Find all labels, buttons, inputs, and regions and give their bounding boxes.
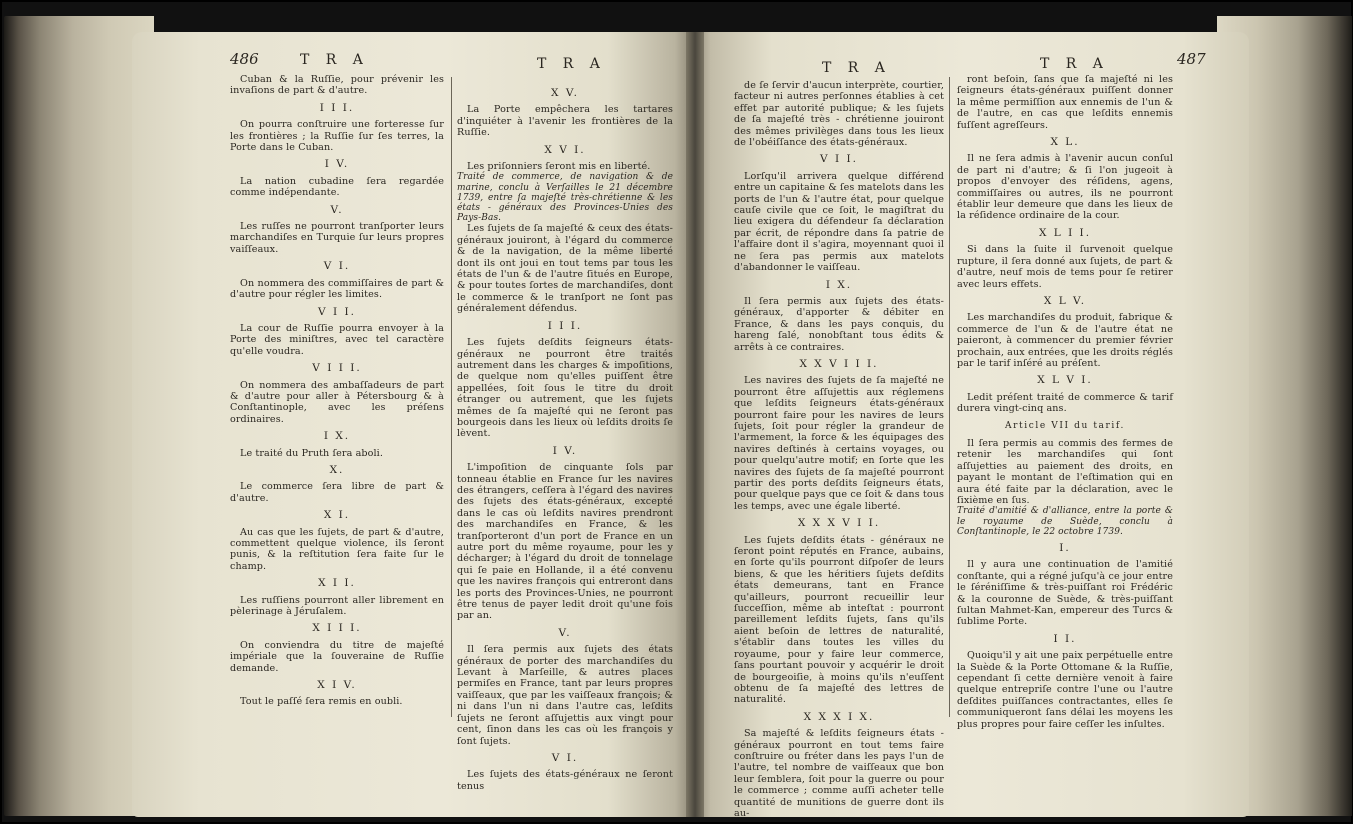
- paragraph: Il ne ſera admis à l'avenir aucun conſul de part ni d'autre; & ſi l'on jugeoit à propos d'envoyer des réſidens, agens, commiſſaires ou autres, ils ne pourront établir leur demeure que dans les lieux de la réſidence ordinaire de la cour.: [957, 153, 1173, 222]
- section-number: V I I.: [318, 305, 356, 318]
- paragraph: Au cas que les ſujets, de part & d'autre, commettent quelque violence, ils ſeront punis, & la reſtitution ſera faite ſur le champ.: [230, 526, 444, 572]
- paragraph: Tout le paſſé ſera remis en oubli.: [240, 696, 403, 708]
- section-number: I V.: [324, 158, 350, 171]
- running-head-right-2: T R A: [1040, 56, 1109, 72]
- section-number: X L.: [1050, 136, 1080, 149]
- left-page-column-2: [457, 82, 673, 792]
- paragraph: La nation cubadine ſera regardée comme indépendante.: [230, 175, 444, 199]
- section-number: V I I I.: [312, 362, 362, 375]
- running-head-left-2: T R A: [537, 56, 606, 72]
- section-number: V.: [330, 203, 344, 216]
- book-spread: [2, 2, 1351, 822]
- section-number: V I.: [323, 260, 351, 273]
- paragraph: Il ſera permis aux ſujets des états-généraux, d'apporter & débiter en France, & dans les pays conquis, du hareng ſalé, nonobſtant tous édits & arrêts à ce contraires.: [734, 295, 944, 353]
- section-number: X L V I.: [1037, 374, 1093, 387]
- paragraph: Si dans la ſuite il ſurvenoit quelque rupture, il ſera donné aux ſujets, de part & d'autre, neuf mois de tems pour ſe retirer avec leurs effets.: [957, 244, 1173, 290]
- paragraph: Les marchandiſes du produit, fabrique & commerce de l'un & de l'autre état ne paieront, à commencer du premier février prochain, aux entrées, que les droits réglés par le tarif inſéré au préſent.: [957, 312, 1173, 369]
- section-number: X I.: [323, 509, 351, 522]
- section-number: X I V.: [317, 679, 357, 692]
- paragraph: Les ſujets de ſa majeſté & ceux des états-généraux jouiront, à l'égard du commerce & de la navigation, de la même liberté dont ils ont joui en tout tems par tous les états de l'un & de l'autre ſitués en Europe, & pour toutes ſortes de marchandiſes, dont le commerce & le tranſport ne ſont pas généralement défendus.: [457, 223, 673, 315]
- section-number: I.: [1059, 542, 1071, 555]
- paragraph: Ledit préſent traité de commerce & tarif durera vingt-cinq ans.: [957, 391, 1173, 415]
- section-number: X L I I.: [1038, 226, 1092, 239]
- paragraph: Le traité du Pruth ſera aboli.: [240, 447, 383, 459]
- book-gutter: [686, 32, 704, 817]
- paragraph: On nommera des ambaſſadeurs de part & d'autre pour aller à Pétersbourg & à Conſtantinople, avec les préſens ordinaires.: [230, 379, 444, 425]
- paragraph: Il ſera permis au commis des fermes de retenir les marchandiſes qui ſont aſſujetties au paiement des droits, en payant le montant de l'eſtimation qui en aura été faite par la déclaration, avec le ſixième en ſus.: [957, 437, 1173, 506]
- paragraph: Il y aura une continuation de l'amitié conſtante, qui a régné juſqu'à ce jour entre le ſéréniſſime & très-puiſſant roi Frédéric & la couronne de Suède, & très-puiſſant ſultan Mahmet-Kan, empereur des Turcs & ſublime Porte.: [957, 559, 1173, 628]
- running-head-right-1: T R A: [822, 60, 891, 76]
- column-rule-right: [949, 77, 950, 717]
- section-number: X I I I.: [312, 622, 362, 635]
- section-number: X.: [329, 463, 345, 476]
- paragraph: Lorſqu'il arrivera quelque différend entre un capitaine & ſes matelots dans les ports de l'un & l'autre état, pour quelque cauſe civile que ce ſoit, le magiſtrat du lieu exigera du défendeur ſa déclaration par écrit, de répondre dans ſa patrie de l'affaire dont il s'agira, moyennant quoi il ne ſera pas permis aux matelots d'abandonner le vaiſſeau.: [734, 170, 944, 274]
- paragraph: de ſe ſervir d'aucun interprète, courtier, facteur ni autres perſonnes établies à cet effet par autorité publique; & les ſujets de ſa majeſté très - chrétienne jouiront des mêmes privilèges dans tous les lieux de l'obéiſſance des états-généraux.: [734, 80, 944, 149]
- section-number: X V I.: [544, 143, 586, 156]
- section-number: I X.: [323, 430, 351, 443]
- paragraph: Les ruſſes ne pourront tranſporter leurs marchandiſes en Turquie ſur leurs propres vaiſſeaux.: [230, 221, 444, 255]
- treaty-title: Traité d'amitié & d'alliance, entre la porte & le royaume de Suède, conclu à Conſtantinople, le 22 octobre 1739.: [957, 506, 1173, 537]
- paragraph: Les ſujets des états-généraux ne ſeront tenus: [457, 769, 673, 792]
- right-page-column-1: [734, 80, 944, 819]
- article-heading: Article VII du tarif.: [1005, 420, 1125, 431]
- left-page-column-1: [230, 74, 444, 708]
- section-number: X I I.: [318, 577, 356, 590]
- section-number: I I I.: [319, 101, 355, 114]
- paragraph: Le commerce ſera libre de part & d'autre.: [230, 481, 444, 504]
- running-head-left-1: T R A: [300, 52, 369, 68]
- section-number: I I I.: [547, 319, 583, 332]
- paragraph: On conviendra du titre de majeſté impériale que la ſouveraine de Ruſſie demande.: [230, 639, 444, 674]
- section-number: X L V.: [1043, 294, 1087, 307]
- section-number: X X X V I I.: [797, 517, 881, 530]
- column-rule-left: [451, 77, 452, 717]
- section-number: I V.: [552, 444, 578, 457]
- paragraph: Cuban & la Ruſſie, pour prévenir les invaſions de part & d'autre.: [230, 74, 444, 97]
- paragraph: Les ſujets deſdits ſeigneurs états-généraux ne pourront être traités autrement dans les charges & impoſitions, de quelque nom qu'elles puiſſent être appellées, ſoit ſous le titre du droit étranger ou autrement, que les ſujets mêmes de ſa majeſté qui ne ſeront pas bourgeois dans les lieux où leſdits droits ſe lèvent.: [457, 337, 673, 440]
- treaty-title: Traité de commerce, de navigation & de marine, conclu à Verſailles le 21 décembre 1739, entre ſa majeſté très-chrétienne & les états - généraux des Provinces-Unies des Pays-Bas.: [457, 172, 673, 224]
- section-number: X V.: [551, 87, 579, 99]
- paragraph: La cour de Ruſſie pourra envoyer à la Porte des miniſtres, avec tel caractère qu'elle voudra.: [230, 322, 444, 357]
- section-number: I X.: [825, 278, 853, 291]
- paragraph: Sa majeſté & leſdits ſeigneurs états - généraux pourront en tout tems faire conſtruire ou fréter dans les pays l'un de l'autre, tel nombre de vaiſſeaux que bon leur ſemblera, ſoit pour la guerre ou pour le commerce ; comme auſſi acheter telle quantité de munitions de guerre dont ils au-: [734, 728, 944, 819]
- paragraph: L'impoſition de cinquante ſols par tonneau établie en France ſur les navires des étrangers, ceſſera à l'égard des navires des ſujets des états-généraux, excepté dans le cas où leſdits navires prendront des marchandiſes en France, & les tranſporteront d'un port de France en un autre port du même royaume, pour les y décharger; à l'égard du droit de tonnelage qui ſe paie en Hollande, il a été convenu que les navires françois qui entreront dans les ports des Provinces-Unies, ne pourront être tenus de payer ledit droit qu'une fois par an.: [457, 462, 673, 622]
- paragraph: Les priſonniers ſeront mis en liberté.: [467, 161, 651, 173]
- paragraph: On nommera des commiſſaires de part & d'autre pour régler les limites.: [230, 277, 444, 301]
- paragraph: Il ſera permis aux ſujets des états généraux de porter des marchandiſes du Levant à Marſeille, & autres places permiſes en France, tant par leurs propres vaiſſeaux, que par les vaiſſeaux françois; & ni dans l'un ni dans l'autre cas, leſdits ſujets ne ſeront aſſujettis aux vingt pour cent, ſinon dans les cas où les françois y ſont ſujets.: [457, 644, 673, 747]
- section-number: X X X I X.: [803, 710, 875, 723]
- section-number: V I I.: [820, 153, 858, 166]
- right-page-column-2: [957, 74, 1173, 730]
- page-number-left: 486: [230, 50, 259, 68]
- section-number: X X V I I I.: [799, 357, 879, 370]
- paragraph: ront beſoin, ſans que ſa majeſté ni les ſeigneurs états-généraux puiſſent donner la même permiſſion aux ennemis de l'un & de l'autre, en cas que leſdits ennemis fuſſent agreſſeurs.: [957, 74, 1173, 131]
- section-number: V I.: [551, 751, 579, 764]
- section-number: V.: [558, 626, 572, 639]
- paragraph: La Porte empêchera les tartares d'inquiéter à l'avenir les frontières de la Ruſſie.: [457, 104, 673, 139]
- paragraph: Les navires des ſujets de ſa majeſté ne pourront être aſſujettis aux réglemens que leſdits ſeigneurs états-généraux pourront faire pour les navires de leurs ſujets, ſoit pour régler la grandeur de l'armement, la force & les équipages des navires deſtinés à certains voyages, ou pour quelqu'autre motif; en ſorte que les navires des ſujets de ſa majeſté pourront partir des ports deſdits ſeigneurs états, pour quelque pays que ce ſoit & dans tous les temps, avec une égale liberté.: [734, 375, 944, 512]
- paragraph: Les ruſſiens pourront aller librement en pèlerinage à Jéruſalem.: [230, 594, 444, 618]
- page-number-right: 487: [1177, 50, 1206, 68]
- paragraph: Les ſujets deſdits états - généraux ne ſeront point réputés en France, aubains, en ſorte qu'ils pourront diſpoſer de leurs biens, & que les héritiers ſujets deſdits états demeurans, tant en France qu'ailleurs, pourront recueillir leur ſucceſſion, même ab inteſtat : pourront pareillement leſdits ſujets, ſans qu'ils aient beſoin de lettres de naturalité, s'établir dans toutes les villes du royaume, pour y faire leur commerce, ſans pourtant pouvoir y acquérir le droit de bourgeoiſie, à moins qu'ils n'euſſent obtenu de ſa majeſté des lettres de naturalité.: [734, 534, 944, 706]
- section-number: I I.: [1053, 632, 1077, 645]
- paragraph: Quoiqu'il y ait une paix perpétuelle entre la Suède & la Porte Ottomane & la Ruſſie, cependant ſi cette dernière venoit à faire quelque entrepriſe contre l'une ou l'autre deſdites puiſſances contractantes, elles ſe communiqueront ſans délai les moyens les plus propres pour faire ceſſer les inſultes.: [957, 650, 1173, 730]
- paragraph: On pourra conſtruire une forteresse ſur les frontières ; la Ruſſie ſur ſes terres, la Porte dans le Cuban.: [230, 119, 444, 154]
